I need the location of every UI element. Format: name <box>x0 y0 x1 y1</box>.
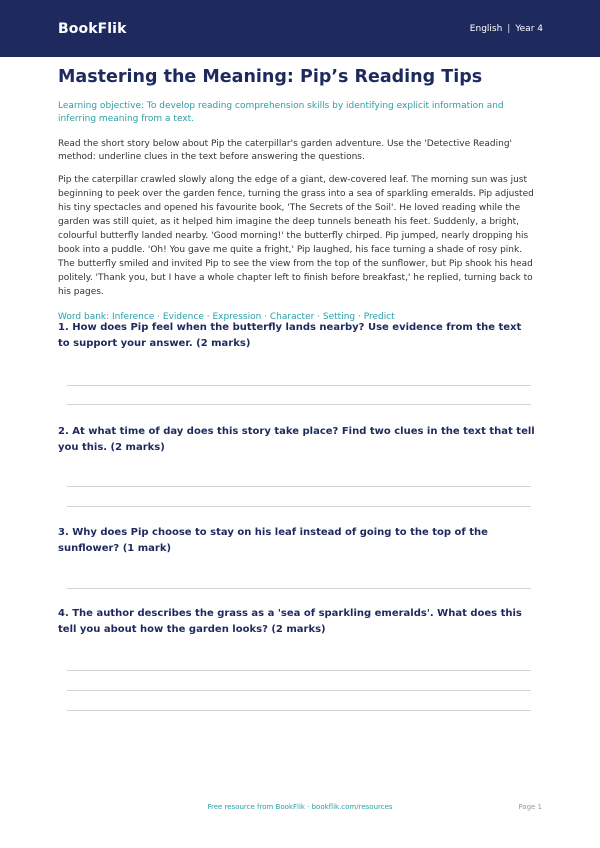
page-number: Page 1 <box>518 803 542 811</box>
answer-line[interactable] <box>67 404 531 405</box>
worksheet-body <box>58 66 534 324</box>
instructions: Read the short story below about Pip the caterpillar's garden adventure. Use the 'Detective Reading' method: underline clues in the text before answering the questions. <box>58 139 513 162</box>
subject-meta <box>470 24 543 34</box>
answer-line[interactable] <box>67 690 531 691</box>
page-title: Mastering the Meaning: Pip’s Reading Tips <box>58 67 483 87</box>
question-2: 2. At what time of day does this story take place? Find two clues in the text that tell you this. (2 marks) <box>58 426 535 453</box>
question-4: 4. The author describes the grass as a 'sea of sparkling emeralds'. What does this tell you about how the garden looks? (2 marks) <box>58 608 522 635</box>
answer-line[interactable] <box>67 670 531 671</box>
learning-objective: Learning objective: To develop reading comprehension skills by identifying explicit information and inferring meaning from a text. <box>58 101 504 124</box>
answer-line[interactable] <box>67 486 531 487</box>
year-label: Year 4 <box>515 23 543 34</box>
brand-logo[interactable]: BookFlik <box>58 20 127 37</box>
story-text: Pip the caterpillar crawled slowly along the edge of a giant, dew-covered leaf. The morning sun was just beginning to peek over the garden fence, turning the grass into a sea of sparkling emeralds. Pip adjusted his tiny spectacles and opened his favourite book, 'The Secrets of the Soil'. He loved reading while the garden was still quiet, as it helped him imagine the deep tunnels beneath his feet. Suddenly, a bright, colourful butterfly landed nearby. 'Good morning!' the butterfly chirped. Pip jumped, nearly dropping his book into a puddle. 'Oh! You gave me quite a fright,' Pip laughed, his face turning a shade of rosy pink. The butterfly smiled and invited Pip to see the view from the top of the sunflower, but Pip shook his head politely. 'Thank you, but I have a whole chapter left to finish before breakfast,' he replied, turning back to his pages. <box>58 175 534 297</box>
question-1: 1. How does Pip feel when the butterfly lands nearby? Use evidence from the text to support your answer. (2 marks) <box>58 322 522 349</box>
answer-line[interactable] <box>67 588 531 589</box>
site-header <box>0 0 600 57</box>
subject-label: English <box>469 23 503 34</box>
footer-credit-link[interactable]: Free resource from BookFlik · bookflik.com/resources <box>207 803 393 811</box>
answer-line[interactable] <box>67 385 531 386</box>
page-footer <box>0 801 600 815</box>
question-3: 3. Why does Pip choose to stay on his leaf instead of going to the top of the sunflower? (1 mark) <box>58 527 488 554</box>
meta-separator: | <box>507 23 511 34</box>
answer-line[interactable] <box>67 710 531 711</box>
word-bank: Word bank: Inference · Evidence · Expression · Character · Setting · Predict <box>58 312 395 322</box>
answer-line[interactable] <box>67 506 531 507</box>
